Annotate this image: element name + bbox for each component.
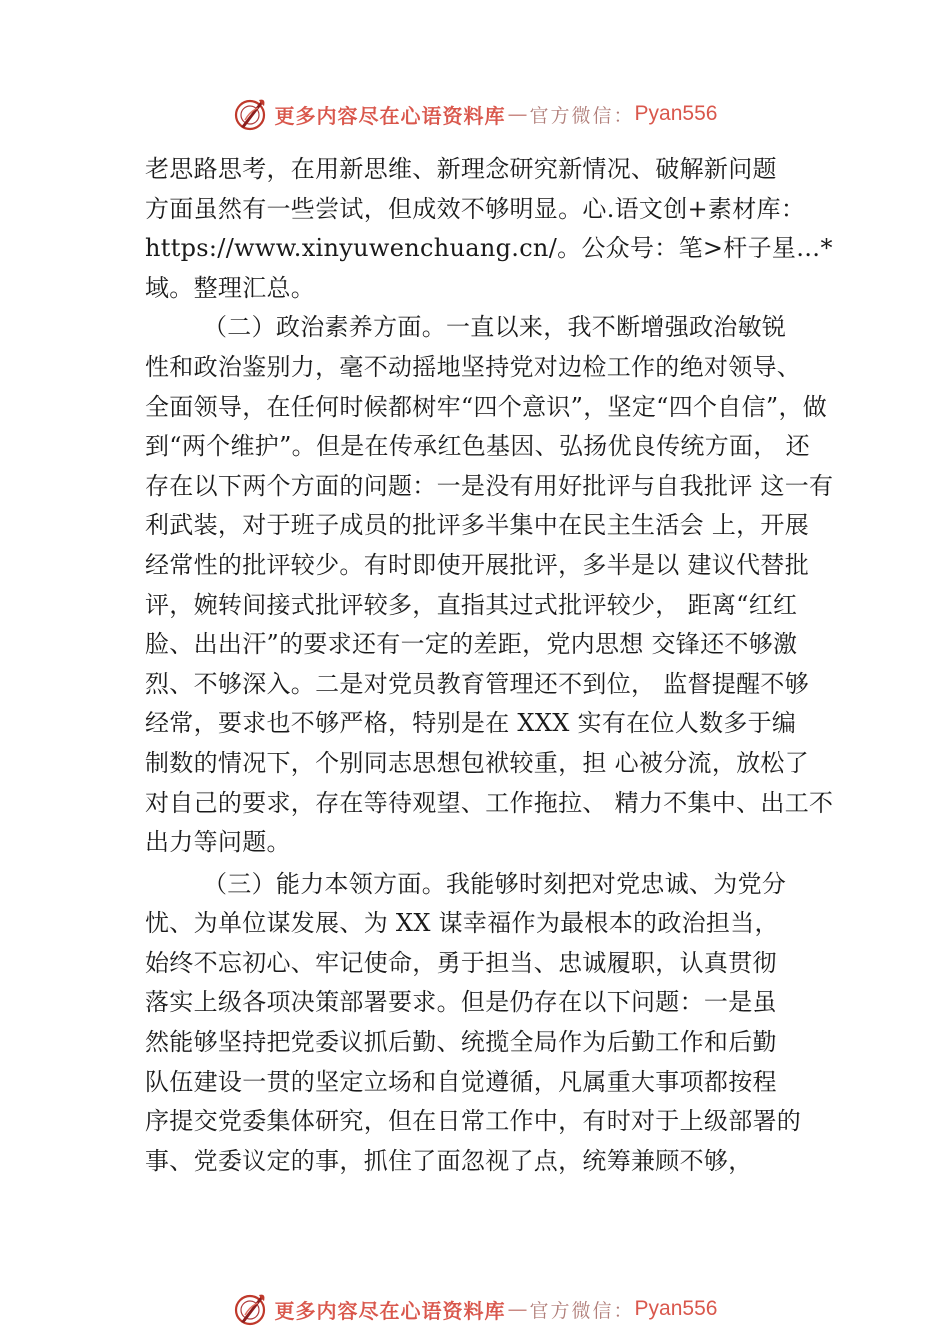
body-line: 经常，要求也不够严格，特别是在 XXX 实有在位人数多于编 [145, 709, 797, 738]
banner-dash: — [507, 102, 528, 126]
body-line: 经常性的批评较少。有时即使开展批评，多半是以 建议代替批 [145, 550, 810, 579]
pen-quill-logo-icon [233, 96, 269, 132]
body-line: 始终不忘初心、牢记使命，勇于担当、忠诚履职，认真贯彻 [145, 948, 777, 977]
section-heading-line: （三）能力本领方面。我能够时刻把对党忠诚、为党分 [203, 869, 787, 898]
body-line: https://www.xinyuwenchuang.cn/。公众号：笔>杆子星…* [145, 234, 833, 263]
banner-main-text: 更多内容尽在心语资料库 [274, 1298, 506, 1323]
body-line: 存在以下两个方面的问题：一是没有用好批评与自我批评 这一有 [145, 471, 834, 500]
body-line: 对自己的要求，存在等待观望、工作拖拉、 精力不集中、出工不 [145, 788, 834, 817]
body-line: 脸、出出汗”的要求还有一定的差距，党内思想 交锋还不够激 [145, 630, 798, 659]
banner-main-text: 更多内容尽在心语资料库 [274, 103, 506, 128]
banner-wechat-id: Pyan556 [634, 102, 718, 125]
body-line: 出力等问题。 [145, 828, 291, 857]
pen-quill-logo-icon [233, 1291, 269, 1327]
body-line: 制数的情况下，个别同志思想包袱较重，担 心被分流，放松了 [145, 748, 810, 777]
body-line: 利武装，对于班子成员的批评多半集中在民主生活会 上，开展 [145, 511, 810, 540]
banner-wechat-id: Pyan556 [634, 1297, 718, 1320]
body-line: 老思路思考，在用新思维、新理念研究新情况、破解新问题 [145, 155, 777, 183]
banner-dash: — [507, 1297, 528, 1321]
body-line: 序提交党委集体研究，但在日常工作中，有时对于上级部署的 [145, 1107, 802, 1136]
banner-official-label: 官方微信： [529, 1299, 635, 1322]
body-line: 烈、不够深入。二是对党员教育管理还不到位， 监督提醒不够 [145, 669, 810, 698]
body-line: 评，婉转间接式批评较多，直指其过式批评较少， 距离“红红 [145, 590, 798, 619]
body-line: 全面领导，在任何时候都树牢“四个意识”，坚定“四个自信”，做 [145, 392, 828, 421]
section-heading-line: （二）政治素养方面。一直以来，我不断增强政治敏锐 [203, 313, 787, 342]
header-watermark-banner [0, 94, 950, 134]
body-line: 落实上级各项决策部署要求。但是仍存在以下问题：一是虽 [145, 988, 777, 1017]
body-line: 域。整理汇总。 [145, 273, 316, 302]
body-line: 队伍建设一贯的坚定立场和自觉遵循，凡属重大事项都按程 [145, 1067, 777, 1096]
body-line: 然能够坚持把党委议抓后勤、统揽全局作为后勤工作和后勤 [145, 1028, 777, 1057]
body-line: 到“两个维护”。但是在传承红色基因、弘扬优良传统方面， 还 [145, 432, 810, 461]
banner-official-label: 官方微信： [529, 104, 635, 127]
body-line: 方面虽然有一些尝试，但成效不够明显。心.语文创+素材库： [145, 194, 806, 223]
body-line: 事、党委议定的事，抓住了面忽视了点，统筹兼顾不够， [145, 1146, 753, 1175]
footer-watermark-banner [0, 1289, 950, 1329]
document-body [145, 150, 835, 1181]
body-line: 忧、为单位谋发展、为 XX 谋幸福作为最根本的政治担当， [145, 909, 779, 938]
body-line: 性和政治鉴别力，毫不动摇地坚持党对边检工作的绝对领导、 [145, 352, 802, 381]
